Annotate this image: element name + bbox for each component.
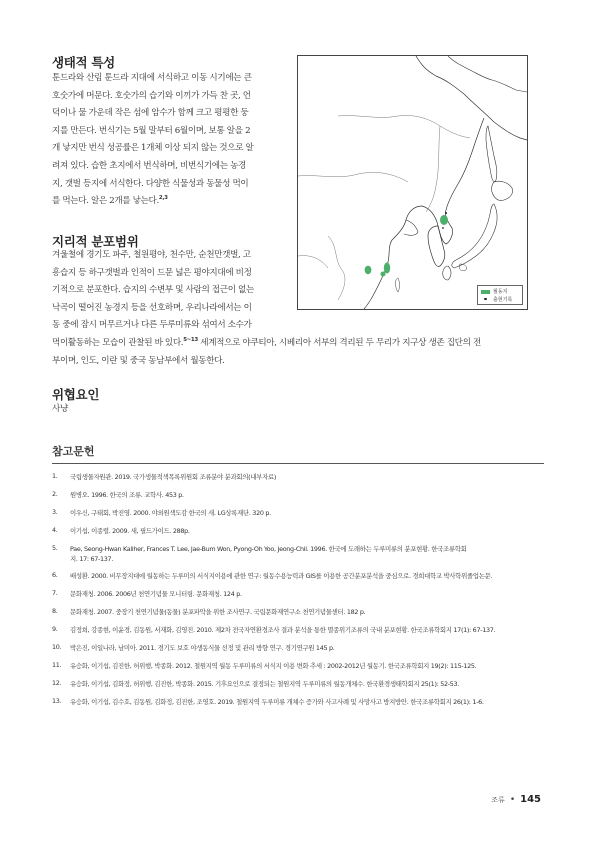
ecology-line: 지를 만든다. 번식기는 5월 말부터 6월이며, 보통 알을 2	[52, 125, 251, 136]
reference-number: 7.	[52, 589, 58, 597]
distribution-line: 기적으로 분포한다. 습지의 수변부 및 사람의 접근이 없는	[52, 285, 254, 296]
ecology-line: 덕이나 물 가운데 작은 섬에 암수가 함께 크고 평평한 둥	[52, 108, 249, 119]
map-border	[338, 115, 470, 138]
reference-number: 1.	[52, 472, 58, 480]
distribution-line-text: 먹이활동하는 모습이 관찰된 바 있다.	[52, 338, 184, 348]
reference-text	[70, 589, 550, 599]
reference-text	[70, 472, 550, 482]
reference-line: 박은진, 이일나라, 남미아. 2011. 경기도 보호 야생동식물 선정 및 관리 방향 연구. 경기연구원 145 p.	[70, 644, 335, 652]
citation-ref: 2,3	[158, 195, 168, 202]
section-title-threats: 위협요인	[52, 387, 100, 402]
reference-line: 김정희, 강종현, 이윤경, 김동원, 서재화, 김영진. 2010. 제2차 전국자연환경조사 결과 분석을 통한 멸종위기조류의 국내 분포현황. 한국조류학회지 17(1): 67-137.	[70, 626, 496, 634]
reference-text	[70, 625, 550, 635]
ecology-line: 툰드라와 산림 툰드라 지대에 서식하고 이동 시기에는 큰	[52, 73, 252, 83]
references-title: 참고문헌	[52, 445, 95, 458]
wintering-swatch	[481, 290, 490, 294]
distribution-line: 겨울철에 경기도 파주, 철원평야, 천수만, 순천만갯벌, 고	[52, 250, 251, 260]
reference-text	[70, 679, 550, 689]
ecology-line: 호숫가에 머문다. 호숫가의 습기와 이끼가 가득 찬 곳, 언	[52, 90, 251, 101]
reference-line: 국립생물자원관. 2019. 국가생물적색목록위원회 조류분야 분과회의(내부자료)	[70, 473, 277, 481]
reference-text	[70, 697, 550, 707]
reference-number: 5.	[52, 544, 58, 552]
distribution-line: 동 중에 잠시 머무르거나 다른 두루미류와 섞여서 소수가	[52, 320, 252, 331]
threats-text: 사냥	[52, 404, 68, 414]
map-coastline	[396, 278, 400, 292]
map-coastline	[428, 226, 445, 266]
map-coastline	[486, 126, 497, 182]
legend-item-record	[481, 296, 519, 304]
reference-number: 4.	[52, 526, 58, 534]
wintering-area-china	[384, 263, 390, 274]
reference-line: 이기섭, 이종렬. 2009. 새, 필드가이드. 288p.	[70, 527, 190, 535]
distribution-line-text: 세계적으로 야쿠티아, 시베리아 서부의 격리된 두 무리가 지구상 생존 집단의 전	[197, 338, 481, 348]
reference-text	[70, 643, 550, 653]
page-footer: 조류 • 145	[491, 794, 541, 805]
section-title-ecology: 생태적 특성	[52, 55, 115, 70]
distribution-line: 부이며, 인도, 이란 및 중국 동남부에서 월동한다.	[52, 355, 225, 366]
map-border	[298, 256, 328, 268]
reference-text	[70, 661, 550, 671]
reference-line: 유승화, 이기섭, 김진한, 허위행, 박종화. 2012. 철원지역 월동 두루미류의 서식지 이용 변화 추세 : 2002-2012년 월동기. 한국조류학회지 19(2): 115-125.	[70, 662, 477, 670]
reference-line: 유승화, 이기섭, 김화정, 허위행, 김진한, 박종화. 2015. 기후요인으로 결정되는 철원지역 두루미류의 월동개체수. 한국환경생태학회지 25(1): 52-53.	[70, 680, 460, 688]
map-coastline	[448, 56, 527, 92]
map-coastline	[298, 56, 527, 140]
map-legend	[477, 285, 523, 305]
footer-section: 조류	[491, 795, 505, 804]
distribution-paragraph-wide	[52, 335, 544, 370]
reference-number: 6.	[52, 571, 58, 579]
reference-line: 문화재청. 2006. 2006년 천연기념물 모니터링. 문화재청. 124 p.	[70, 590, 242, 598]
ecology-line: 지, 갯벌 등지에 서식한다. 다양한 식물성과 동물성 먹이	[52, 178, 249, 189]
ecology-line: 개 낳지만 번식 성공률은 1개체 이상 되지 않는 것으로 알	[52, 143, 254, 154]
reference-line: 배성환. 2000. 비무장지대에 월동하는 두루미의 서식지이용에 관한 연구: 월동수용능력과 GIS를 이용한 공간분포분석을 중심으로. 경희대학교 박사학위졸업논문.	[70, 572, 493, 580]
reference-line: 지. 17: 67-137.	[70, 555, 114, 563]
reference-number: 8.	[52, 607, 58, 615]
ecology-paragraph	[52, 70, 292, 211]
wintering-area-china	[365, 266, 372, 274]
reference-line: 이우신, 구태회, 박진영. 2000. 야외원색도감 한국의 새. LG상록재단. 320 p.	[70, 509, 271, 517]
reference-number: 11.	[52, 661, 62, 669]
reference-number: 3.	[52, 508, 58, 516]
map-coastline	[443, 266, 451, 280]
references-divider	[52, 463, 544, 464]
map-drawing	[298, 56, 527, 309]
reference-number: 9.	[52, 625, 58, 633]
sighting-dot	[442, 227, 444, 229]
reference-number: 13.	[52, 697, 62, 705]
map-coastline	[404, 220, 418, 235]
reference-line: Pae, Seong-Hwan Kaliher, Frances T. Lee, Jae-Bum Won, Pyong-Oh Yoo, Jeong-Chil. 1996. 한국에 도래하는 두루미류의 분포현황. 한국조류학회	[70, 545, 467, 553]
distribution-paragraph	[52, 247, 292, 335]
reference-line: 원병오. 1996. 한국의 조류. 교학사. 453 p.	[70, 491, 184, 499]
legend-label-record: 출현기록	[493, 296, 513, 303]
ecology-line-text: 를 먹는다. 알은 2개를 낳는다.	[52, 196, 159, 207]
reference-line: 문화재청. 2007. 중장기 천연기념물(동물) 분포파악을 위한 조사연구. 국립문화재연구소 천연기념물센터. 182 p.	[70, 608, 366, 616]
reference-text	[70, 607, 550, 617]
map-border	[426, 126, 440, 212]
sighting-dot	[445, 212, 447, 214]
map-coastline	[492, 181, 513, 200]
reference-line: 유승화, 이기섭, 김수호, 김동원, 김화정, 김진한, 조영호. 2019. 철원지역 두루미류 개체수 증가와 사고사례 및 사망사고 방지방안. 한국조류학회지 26(1): 1-6.	[70, 698, 484, 706]
ecology-line	[52, 193, 292, 211]
legend-label-wintering: 월동지	[493, 289, 508, 296]
reference-text	[70, 544, 550, 564]
map-coastline	[364, 118, 484, 309]
ecology-line: 려져 있다. 습한 초지에서 번식하며, 비번식기에는 농경	[52, 160, 246, 171]
distribution-line: 낙곡이 떨어진 농경지 등을 선호하며, 우리나라에서는 이	[52, 302, 252, 313]
record-marker	[481, 298, 490, 300]
map-coastline	[459, 264, 466, 271]
distribution-line: 흥습지 등 하구갯벌과 인적이 드문 넓은 평야지대에 비정	[52, 267, 252, 278]
reference-text	[70, 508, 550, 518]
section-title-distribution: 지리적 분포범위	[52, 234, 139, 249]
legend-item-wintering	[481, 288, 519, 296]
map-border	[298, 172, 408, 182]
reference-number: 10.	[52, 643, 62, 651]
map-border	[328, 236, 345, 300]
distribution-line	[52, 335, 544, 353]
reference-number: 12.	[52, 679, 62, 687]
wintering-area-korea	[440, 215, 448, 225]
reference-text	[70, 526, 550, 536]
map-coastline	[452, 204, 497, 268]
reference-number: 2.	[52, 490, 58, 498]
citation-ref: 5~13	[183, 337, 198, 344]
page-number: 145	[520, 794, 541, 805]
distribution-map	[297, 55, 528, 310]
wintering-area-china	[381, 272, 386, 277]
reference-text	[70, 490, 550, 500]
reference-text	[70, 571, 550, 581]
